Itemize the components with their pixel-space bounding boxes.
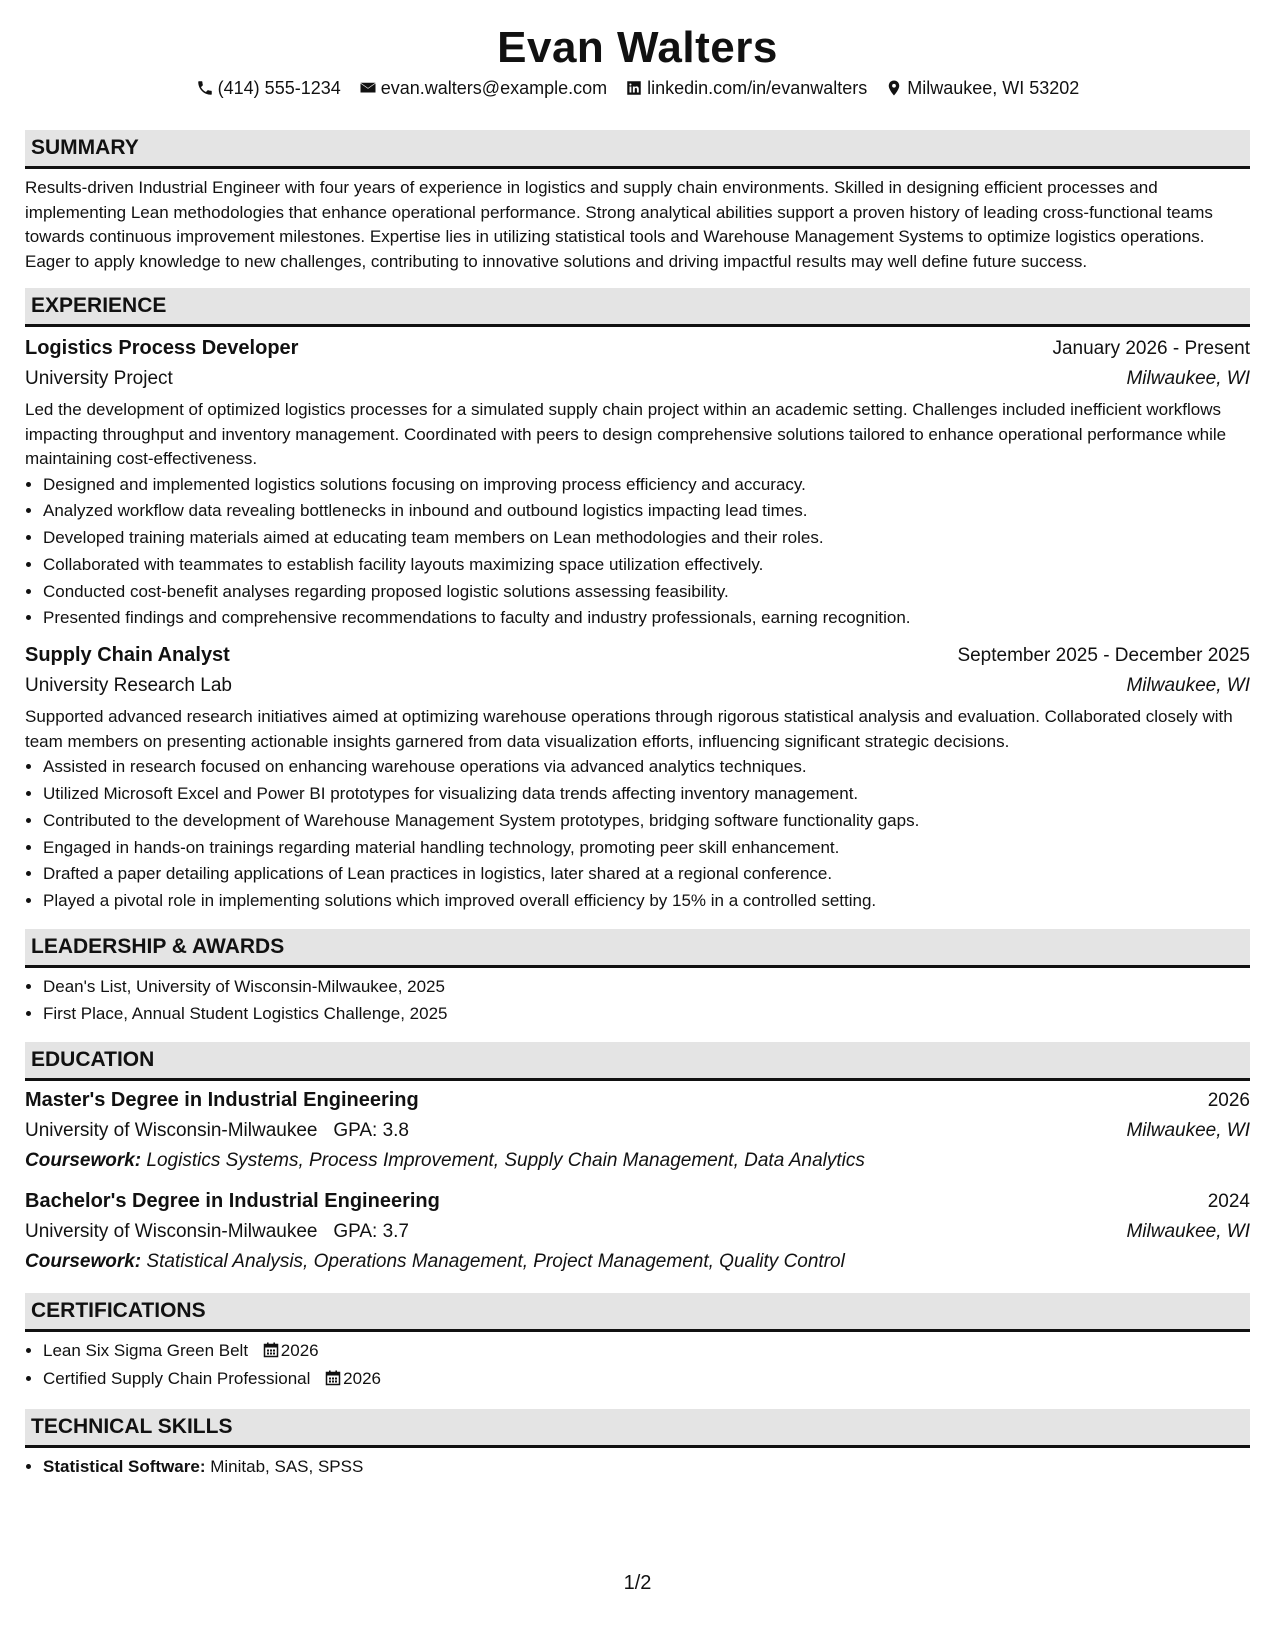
location-text: Milwaukee, WI 53202 xyxy=(907,78,1080,98)
certifications-list xyxy=(25,1338,1250,1396)
certification-name: Lean Six Sigma Green Belt xyxy=(43,1340,249,1360)
list-item: • Developed training materials aimed at educating team members on Lean methodologies and their roles. xyxy=(43,525,1250,552)
list-item xyxy=(43,1454,1250,1481)
section-education-heading: EDUCATION xyxy=(25,1042,1250,1081)
contact-linkedin[interactable] xyxy=(625,76,867,100)
certification-name: Certified Supply Chain Professional xyxy=(43,1369,311,1389)
map-marker-icon xyxy=(885,79,903,97)
list-item xyxy=(43,1338,1250,1367)
calendar-icon xyxy=(325,1368,341,1395)
email-text[interactable]: evan.walters@example.com xyxy=(380,78,608,98)
job-description: Supported advanced research initiatives aimed at optimizing warehouse operations through rigorous statistical analysis and evaluation. Collaborated closely with team members on presenting actionable insights garnered from data visualization efforts, influencing significant strategic decisions. xyxy=(25,707,1233,751)
skills-list xyxy=(25,1454,1250,1481)
school-name: University of Wisconsin-Milwaukee xyxy=(25,1119,318,1141)
list-item: • Engaged in hands-on trainings regarding material handling technology, promoting peer skill enhancement. xyxy=(43,835,1250,862)
job-organization: University Research Lab xyxy=(25,675,232,697)
school-location: Milwaukee, WI xyxy=(1126,1119,1250,1141)
leadership-list xyxy=(25,974,1250,1028)
job-description: Led the development of optimized logistics processes for a simulated supply chain project within an academic setting. Challenges included inefficient workflows impacting throughput and inventory management. Coordinated with peers to design comprehensive solutions tailored to enhance operational performance while maintaining cost-effectiveness. xyxy=(25,400,1227,468)
section-skills-heading: TECHNICAL SKILLS xyxy=(25,1409,1250,1448)
job-organization: University Project xyxy=(25,368,173,389)
job-title: Logistics Process Developer xyxy=(25,337,299,359)
section-certifications-heading: CERTIFICATIONS xyxy=(25,1293,1250,1332)
list-item: • Collaborated with teammates to establish facility layouts maximizing space utilization effectively. xyxy=(43,552,1250,579)
job-location: Milwaukee, WI xyxy=(1126,675,1250,697)
skill-value: Minitab, SAS, SPSS xyxy=(210,1457,364,1477)
job-bullets xyxy=(25,472,1250,633)
list-item: • Assisted in research focused on enhancing warehouse operations via advanced analytics techniques. xyxy=(43,754,1250,781)
resume-content xyxy=(25,0,1250,1481)
list-item: • Utilized Microsoft Excel and Power BI prototypes for visualizing data trends affecting inventory management. xyxy=(43,781,1250,808)
job-dates: January 2026 - Present xyxy=(1052,338,1250,359)
job-entry xyxy=(25,640,1250,915)
job-entry xyxy=(25,333,1250,632)
list-item: • Drafted a paper detailing applications of Lean practices in logistics, later shared at a regional conference. xyxy=(43,861,1250,888)
contact-location xyxy=(885,76,1079,100)
section-summary-heading: SUMMARY xyxy=(25,130,1250,169)
contact-email[interactable] xyxy=(359,76,607,100)
job-bullets xyxy=(25,754,1250,915)
phone-icon xyxy=(196,79,214,97)
coursework-list: Logistics Systems, Process Improvement, Supply Chain Management, Data Analytics xyxy=(146,1149,865,1171)
education-entry xyxy=(25,1186,1250,1277)
job-title: Supply Chain Analyst xyxy=(25,644,230,667)
list-item: • Analyzed workflow data revealing bottlenecks in inbound and outbound logistics impacting lead times. xyxy=(43,498,1250,525)
certification-year: 2026 xyxy=(280,1340,319,1360)
calendar-icon xyxy=(263,1340,279,1367)
phone-text: (414) 555-1234 xyxy=(217,78,341,98)
education-entry xyxy=(25,1085,1250,1176)
list-item: • First Place, Annual Student Logistics Challenge, 2025 xyxy=(43,1001,1250,1028)
gpa: GPA: 3.7 xyxy=(333,1220,409,1242)
list-item: • Dean's List, University of Wisconsin-Milwaukee, 2025 xyxy=(43,974,1250,1001)
coursework xyxy=(25,1146,1250,1176)
job-location: Milwaukee, WI xyxy=(1126,368,1250,389)
skill-label: Statistical Software: xyxy=(43,1457,206,1477)
summary-text: Results-driven Industrial Engineer with four years of experience in logistics and supply chain environments. Skilled in designing efficient processes and implementing Lean methodologies that enhance operational performance. Strong analytical abilities support a proven history of leading cross-functional teams towards continuous improvement milestones. Expertise lies in utilizing statistical tools and Warehouse Management Systems to optimize logistics operations. Eager to apply knowledge to new challenges, contributing to innovative solutions and driving impactful results may well define future success. xyxy=(25,178,1213,271)
list-item: • Conducted cost-benefit analyses regarding proposed logistic solutions assessing feasibility. xyxy=(43,579,1250,606)
list-item: • Designed and implemented logistics solutions focusing on improving process efficiency and accuracy. xyxy=(43,472,1250,499)
contact-bar xyxy=(25,76,1250,100)
school-location: Milwaukee, WI xyxy=(1126,1220,1250,1242)
degree-year: 2026 xyxy=(1207,1089,1250,1111)
page-number: 1/2 xyxy=(623,1572,652,1594)
school-name: University of Wisconsin-Milwaukee xyxy=(25,1220,318,1242)
envelope-icon xyxy=(359,79,377,97)
list-item: • Contributed to the development of Warehouse Management System prototypes, bridging software functionality gaps. xyxy=(43,808,1250,835)
coursework-label: Coursework: xyxy=(25,1250,142,1272)
section-experience-heading: EXPERIENCE xyxy=(25,288,1250,327)
degree-year: 2024 xyxy=(1207,1190,1250,1212)
job-dates: September 2025 - December 2025 xyxy=(957,645,1250,667)
gpa: GPA: 3.8 xyxy=(333,1119,409,1141)
candidate-name: Evan Walters xyxy=(497,23,778,72)
list-item: • Presented findings and comprehensive recommendations to faculty and industry professionals, earning recognition. xyxy=(43,605,1250,632)
coursework-list: Statistical Analysis, Operations Management, Project Management, Quality Control xyxy=(146,1250,845,1272)
degree-title: Master's Degree in Industrial Engineering xyxy=(25,1088,419,1111)
list-item xyxy=(43,1366,1250,1395)
coursework-label: Coursework: xyxy=(25,1149,142,1171)
list-item: • Played a pivotal role in implementing solutions which improved overall efficiency by 15% in a controlled setting. xyxy=(43,888,1250,915)
certification-year: 2026 xyxy=(343,1369,381,1389)
degree-title: Bachelor's Degree in Industrial Engineering xyxy=(25,1189,440,1212)
linkedin-text[interactable]: linkedin.com/in/evanwalters xyxy=(647,78,868,98)
coursework xyxy=(25,1247,1250,1277)
linkedin-icon xyxy=(625,79,643,97)
contact-phone xyxy=(196,76,341,100)
section-leadership-heading: LEADERSHIP & AWARDS xyxy=(25,929,1250,968)
